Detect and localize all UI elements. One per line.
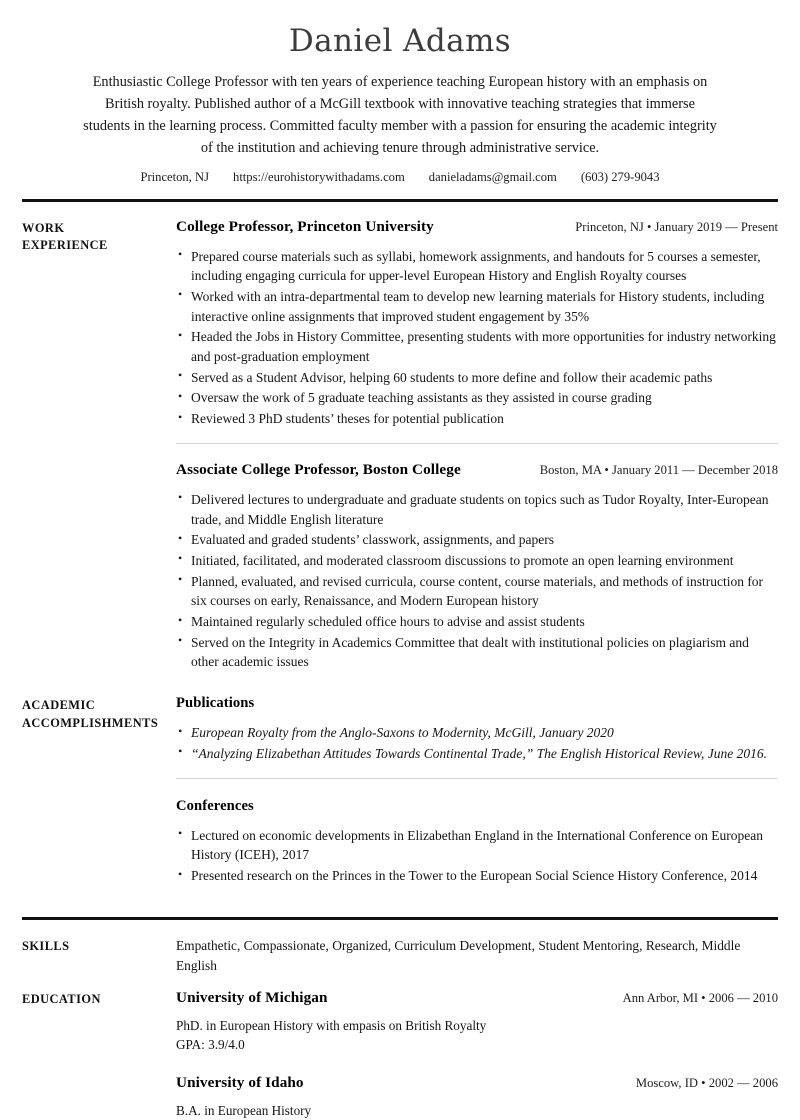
section-work-experience bbox=[0, 218, 800, 674]
degree-detail: B.A. in European History bbox=[176, 1103, 312, 1119]
skills-content bbox=[176, 936, 778, 976]
school-location-dates: Ann Arbor, MI • 2006 — 2010 bbox=[622, 990, 778, 1005]
contact-email[interactable]: danieladams@gmail.com bbox=[428, 169, 557, 184]
section-label-line-1: SKILLS bbox=[22, 938, 70, 953]
list-item: • Lectured on economic developments in Elizabethan England in the International Conference on European History (ICEH), 2017 bbox=[176, 826, 778, 865]
accomplishment-group bbox=[176, 798, 778, 886]
skills-section-divider bbox=[22, 917, 778, 920]
group-heading: Publications bbox=[176, 695, 255, 712]
professional-summary: Enthusiastic College Professor with ten years of experience teaching European history with an emphasis on British royalty. Published author of a McGill textbook with innovative teaching strategies that immerse students in the learning process. Committed faculty member with a passion for ensuring the academic integrity of the institution and achieving tenure through administrative service. bbox=[83, 74, 717, 156]
section-label-skills bbox=[22, 936, 176, 956]
list-item: • Served as a Student Advisor, helping 60 students to more define and follow their academic paths bbox=[176, 368, 778, 388]
list-item: • Delivered lectures to undergraduate and graduate students on topics such as Tudor Royalty, Inter-European trade, and Middle English literature bbox=[176, 490, 778, 529]
section-skills bbox=[0, 936, 800, 976]
section-label-education bbox=[22, 989, 176, 1009]
list-item: • Reviewed 3 PhD students’ theses for potential publication bbox=[176, 409, 778, 429]
list-item: • Presented research on the Princes in the Tower to the European Social Science History Conference, 2014 bbox=[176, 866, 778, 886]
list-item: • “Analyzing Elizabethan Attitudes Towards Continental Trade,” The English Historical Review, June 2016. bbox=[176, 744, 778, 764]
page-title: Daniel Adams bbox=[288, 23, 512, 59]
list-item: • Prepared course materials such as syllabi, homework assignments, and handouts for 5 courses a semester, including engaging curricula for upper-level European History and English Royalty courses bbox=[176, 247, 778, 286]
job-location-dates: Princeton, NJ • January 2019 — Present bbox=[575, 219, 778, 234]
resume-header bbox=[0, 0, 800, 185]
accomplishment-divider bbox=[176, 778, 778, 779]
job-title: Associate College Professor, Boston College bbox=[176, 460, 461, 478]
job-title: College Professor, Princeton University bbox=[176, 217, 434, 235]
job-entry bbox=[176, 218, 778, 429]
list-item: • Maintained regularly scheduled office hours to advise and assist students bbox=[176, 612, 778, 632]
academic-accomplishments-content bbox=[176, 695, 778, 887]
contact-line bbox=[22, 170, 778, 185]
job-location-dates: Boston, MA • January 2011 — December 2018 bbox=[539, 462, 778, 477]
list-item: • Planned, evaluated, and revised curricula, course content, course materials, and methods of instruction for six courses on early, Renaissance, and Modern European history bbox=[176, 572, 778, 611]
education-entry bbox=[176, 1074, 778, 1120]
education-content bbox=[176, 989, 778, 1120]
list-item: • Oversaw the work of 5 graduate teaching assistants as they assisted in course grading bbox=[176, 388, 778, 408]
school-location-dates: Moscow, ID • 2002 — 2006 bbox=[635, 1076, 778, 1091]
section-academic-accomplishments bbox=[0, 695, 800, 887]
school-name: University of Michigan bbox=[176, 988, 328, 1006]
section-label-line-1: WORK bbox=[22, 220, 65, 235]
education-entry bbox=[176, 989, 778, 1054]
list-item: • Worked with an intra-departmental team to develop new learning materials for History students, including interactive online assignments that improved student engagement by 35% bbox=[176, 287, 778, 326]
job-divider bbox=[176, 443, 778, 444]
section-label-line-2: EXPERIENCE bbox=[22, 238, 108, 253]
education-entry-header bbox=[176, 989, 778, 1007]
job-entry-header bbox=[176, 461, 778, 479]
job-bullet-list bbox=[176, 247, 778, 429]
conferences-list bbox=[176, 826, 778, 886]
contact-location: Princeton, NJ bbox=[140, 169, 210, 184]
section-label-work-experience bbox=[22, 218, 176, 255]
section-education bbox=[0, 989, 800, 1120]
contact-phone: (603) 279-9043 bbox=[580, 169, 660, 184]
section-label-line-2: ACCOMPLISHMENTS bbox=[22, 715, 159, 730]
group-heading: Conferences bbox=[176, 797, 254, 814]
job-entry bbox=[176, 461, 778, 672]
contact-website[interactable]: https://eurohistorywithadams.com bbox=[233, 169, 405, 184]
skills-text: Empathetic, Compassionate, Organized, Curriculum Development, Student Mentoring, Research, Middle English bbox=[176, 937, 741, 973]
work-experience-content bbox=[176, 218, 778, 674]
list-item: • European Royalty from the Anglo-Saxons to Modernity, McGill, January 2020 bbox=[176, 723, 778, 743]
accomplishment-group bbox=[176, 695, 778, 763]
publications-list bbox=[176, 723, 778, 763]
list-item: • Evaluated and graded students’ classwork, assignments, and papers bbox=[176, 530, 778, 550]
job-entry-header bbox=[176, 218, 778, 236]
list-item: • Served on the Integrity in Academics Committee that dealt with institutional policies on plagiarism and other academic issues bbox=[176, 633, 778, 672]
education-entry-header bbox=[176, 1074, 778, 1092]
gpa-detail: GPA: 3.9/4.0 bbox=[176, 1037, 245, 1053]
header-divider bbox=[22, 199, 778, 202]
section-label-line-1: EDUCATION bbox=[22, 991, 101, 1006]
job-bullet-list bbox=[176, 490, 778, 672]
list-item: • Headed the Jobs in History Committee, presenting students with more opportunities for industry networking and post-graduation employment bbox=[176, 327, 778, 366]
section-label-academic-accomplishments bbox=[22, 695, 176, 732]
list-item: • Initiated, facilitated, and moderated classroom discussions to promote an open learning environment bbox=[176, 551, 778, 571]
section-label-line-1: ACADEMIC bbox=[22, 698, 96, 713]
school-name: University of Idaho bbox=[176, 1074, 304, 1092]
degree-detail: PhD. in European History with empasis on British Royalty bbox=[176, 1017, 487, 1033]
